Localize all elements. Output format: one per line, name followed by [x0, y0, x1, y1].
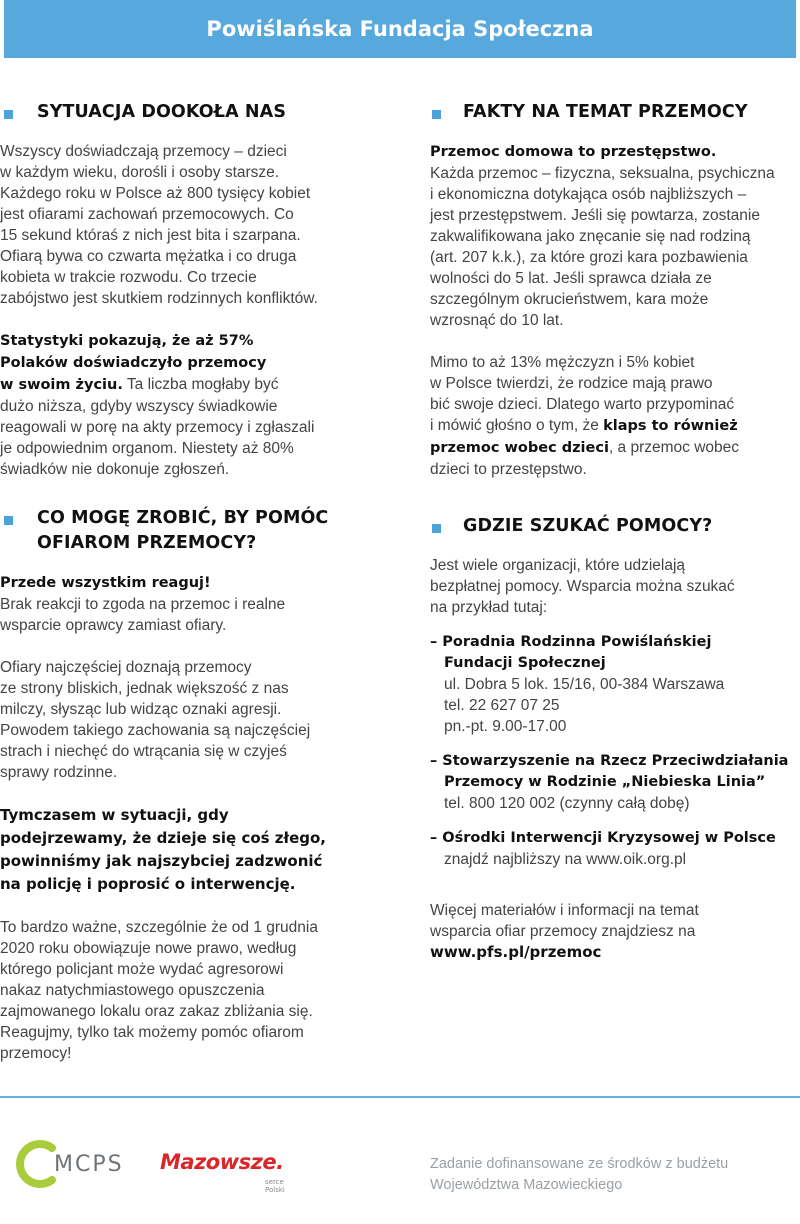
header-banner [4, 0, 796, 58]
paragraph-percent: Mimo to aż 13% mężczyzn i 5% kobiet w Polsce twierdzi, że rodzice mają prawo bić swoje dzieci. Dlatego warto przypominać i mówić głośno o tym, że klaps to również przemoc wobec dzieci, a przemoc wobec dzieci to przestępstwo. [430, 354, 740, 478]
list-item: – Ośrodki Interwencji Kryzysowej w Polsce znajdź najbliższy na www.oik.org.pl [430, 830, 776, 868]
heading-what-can-i-do: CO MOGĘ ZROBIĆ, BY POMÓC OFIAROM PRZEMOCY? [37, 508, 329, 553]
paragraph-more-info: Więcej materiałów i informacji na temat wsparcia ofiar przemocy znajdziesz na www.pfs.pl/przemoc [430, 902, 699, 961]
section-heading [0, 506, 378, 556]
footer-divider [0, 1096, 800, 1098]
heading-situation: SYTUACJA DOOKOŁA NAS [37, 102, 287, 122]
paragraph-help-intro: Jest wiele organizacji, które udzielają bezpłatnej pomocy. Wsparcia można szukać na przykład tutaj: [430, 557, 735, 616]
section-heading [0, 100, 378, 125]
bullet-square-icon [4, 110, 13, 119]
funding-note: Zadanie dofinansowane ze środków z budżetu Województwa Mazowieckiego [430, 1156, 729, 1193]
paragraph-law: To bardzo ważne, szczególnie że od 1 grudnia 2020 roku obowiązuje nowe prawo, według którego policjant może wydać agresorowi nakaz natychmiastowego opuszczenia zajmowanego lokalu oraz zakaz zbliżania się. Reagujmy, tylko tak możemy pomóc ofiarom przemocy! [0, 919, 318, 1062]
bullet-square-icon [4, 516, 13, 525]
heading-facts: FAKTY NA TEMAT PRZEMOCY [463, 102, 748, 122]
section-heading [430, 514, 800, 539]
logo-mazowsze: Mazowsze. serce Polski [160, 1150, 285, 1194]
logo-mcps: MCPS [16, 1140, 124, 1188]
paragraph-statistics: Statystyki pokazują, że aż 57% Polaków doświadczyło przemocy w swoim życiu. Ta liczba mogłaby być dużo niższa, gdyby wszyscy świadkowie reagowali w porę na akty przemocy i zgłaszali je odpowiednim organom. Niestety aż 80% świadków nie dokonuje zgłoszeń. [0, 333, 315, 478]
paragraph-victims: Ofiary najczęściej doznają przemocy ze strony bliskich, jednak większość z nas milczy, słysząc lub widząc oznaki agresji. Powodem takiego zachowania są najczęściej strach i niechęć do wtrącania się w czyjeś sprawy rodzinne. [0, 659, 311, 781]
header-title: Powiślańska Fundacja Społeczna [206, 17, 594, 41]
paragraph-call-police: Tymczasem w sytuacji, gdy podejrzewamy, że dzieje się coś złego, powinniśmy jak najszybciej zadzwonić na policję i poprosić o interwencję. [0, 806, 327, 893]
paragraph-situation: Wszyscy doświadczają przemocy – dzieci w każdym wieku, dorośli i osoby starsze. Każdego roku w Polsce aż 800 tysięcy kobiet jest ofiarami zachowań przemocowych. Co 15 sekund któraś z nich jest bita i szarpana. Ofiarą bywa co czwarta mężatka i co druga kobieta w trakcie rozwodu. Co trzecie zabójstwo jest skutkiem rodzinnych konfliktów. [0, 143, 318, 307]
list-item: – Poradnia Rodzinna Powiślańskiej Fundacji Społecznej ul. Dobra 5 lok. 15/16, 00-384 Warszawa tel. 22 627 07 25 pn.-pt. 9.00-17.00 [430, 634, 725, 735]
bullet-square-icon [432, 110, 441, 119]
paragraph-react: Przede wszystkim reaguj! Brak reakcji to zgoda na przemoc i realne wsparcie oprawcy zamiast ofiary. [0, 575, 286, 634]
right-column [430, 100, 800, 963]
website-link[interactable]: www.pfs.pl/przemoc [430, 943, 602, 961]
bullet-square-icon [432, 524, 441, 533]
left-column [0, 100, 378, 1064]
heading-where-help: GDZIE SZUKAĆ POMOCY? [463, 516, 713, 536]
list-item: – Stowarzyszenie na Rzecz Przeciwdziałania Przemocy w Rodzinie „Niebieska Linia” tel. 800 120 002 (czynny całą dobę) [430, 753, 789, 812]
paragraph-crime: Przemoc domowa to przestępstwo. Każda przemoc – fizyczna, seksualna, psychiczna i ekonomiczna dotykająca osób najbliższych – jest przestępstwem. Jeśli się powtarza, zostanie zakwalifikowana jako znęcanie się nad rodziną (art. 207 k.k.), za które grozi kara pozbawienia wolności do 5 lat. Jeśli sprawca działa ze szczególnym okrucieństwem, kara może wzrosnąć do 10 lat. [430, 144, 775, 329]
section-heading [430, 100, 800, 125]
